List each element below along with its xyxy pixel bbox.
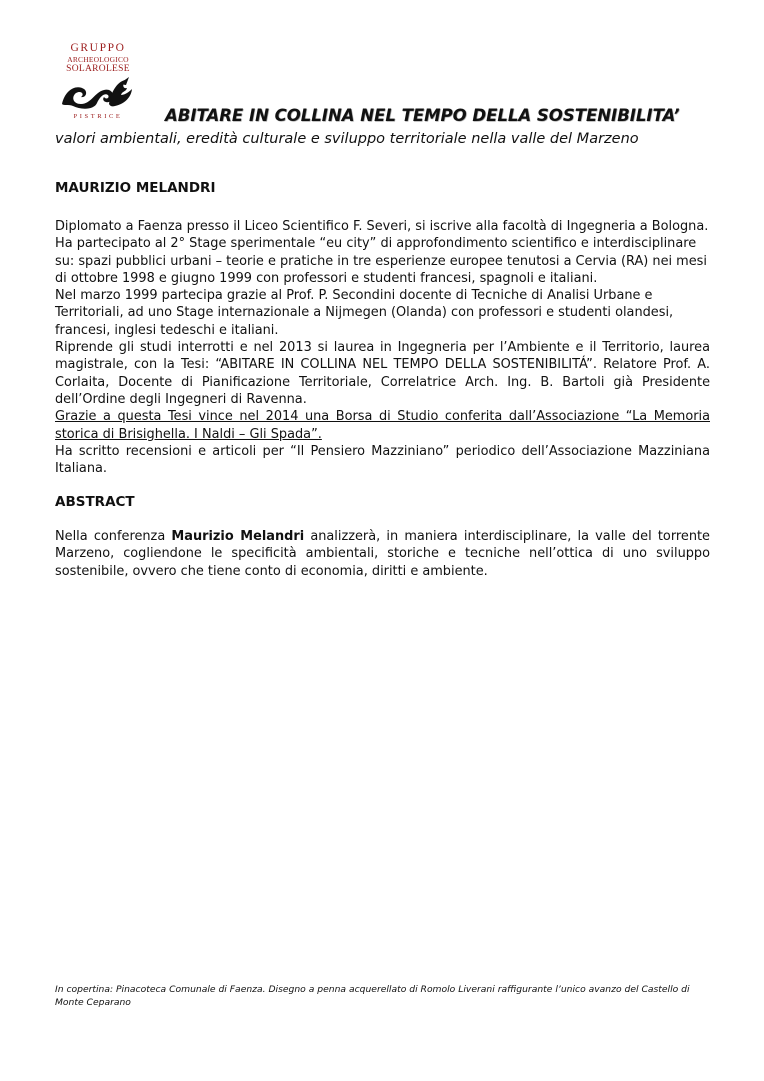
- logo-text-gruppo: GRUPPO: [70, 42, 126, 54]
- abstract-speaker-name: Maurizio Melandri: [171, 529, 305, 544]
- bio-section: [55, 218, 710, 477]
- group-logo: [52, 42, 144, 121]
- abstract-lead: Nella conferenza: [55, 529, 172, 544]
- bio-heading: MAURIZIO MELANDRI: [55, 180, 216, 196]
- logo-text-solarolese: SOLAROLESE: [66, 64, 130, 74]
- bio-paragraph: Nel marzo 1999 partecipa grazie al Prof. P. Secondini docente di Tecniche di Analisi Urbane e Territoriali, ad uno Stage internazionale a Nijmegen (Olanda) con professori e studenti olandesi, francesi, inglesi tedeschi e italiani.: [55, 288, 674, 338]
- sea-monster-emblem-icon: [59, 76, 137, 112]
- abstract-section: [55, 528, 710, 580]
- logo-text-pistrice: PISTRICE: [73, 113, 123, 120]
- bio-scholarship-paragraph: Grazie a questa Tesi vince nel 2014 una Borsa di Studio conferita dall’Associazione “La Memoria storica di Brisighella. I Naldi – Gli Spada”.: [55, 409, 710, 442]
- abstract-heading: ABSTRACT: [55, 494, 135, 510]
- bio-paragraph: Ha scritto recensioni e articoli per “Il Pensiero Mazziniano” periodico dell’Associazione Mazziniana Italiana.: [55, 443, 710, 477]
- bio-paragraph: Diplomato a Faenza presso il Liceo Scientifico F. Severi, si iscrive alla facoltà di Ingegneria a Bologna.: [55, 219, 709, 234]
- page-subtitle: valori ambientali, eredità culturale e sviluppo territoriale nella valle del Marzeno: [55, 131, 639, 147]
- page-title: ABITARE IN COLLINA NEL TEMPO DELLA SOSTENIBILITA’: [165, 106, 680, 125]
- bio-paragraph: Ha partecipato al 2° Stage sperimentale “eu city” di approfondimento scientifico e interdisciplinare su: spazi pubblici urbani – teorie e pratiche in tre esperienze europee tenutosi a Cervia (RA) nei mesi di ottobre 1998 e giugno 1999 con professori e studenti francesi, spagnoli e italiani.: [55, 236, 707, 286]
- logo-text-archeologico: ARCHEOLOGICO: [67, 55, 129, 64]
- cover-caption: In copertina: Pinacoteca Comunale di Faenza. Disegno a penna acquerellato di Romolo Liverani raffigurante l’unico avanzo del Castello di Monte Ceparano: [55, 984, 690, 1008]
- abstract-text: analizzerà, in maniera interdisciplinare, la valle del torrente Marzeno, cogliendone le specificità ambientali, storiche e tecniche nell’ottica di uno sviluppo sostenibile, ovvero che tiene conto di economia, diritti e ambiente.: [55, 529, 710, 579]
- abstract-paragraph: [55, 528, 710, 580]
- bio-paragraph: Riprende gli studi interrotti e nel 2013 si laurea in Ingegneria per l’Ambiente e il Territorio, laurea magistrale, con la Tesi: “ABITARE IN COLLINA NEL TEMPO DELLA SOSTENIBILITÁ”. Relatore Prof. A. Corlaita, Docente di Pianificazione Territoriale, Correlatrice Arch. Ing. B. Bartoli già Presidente dell’Ordine degli Ingegneri di Ravenna.: [55, 340, 710, 407]
